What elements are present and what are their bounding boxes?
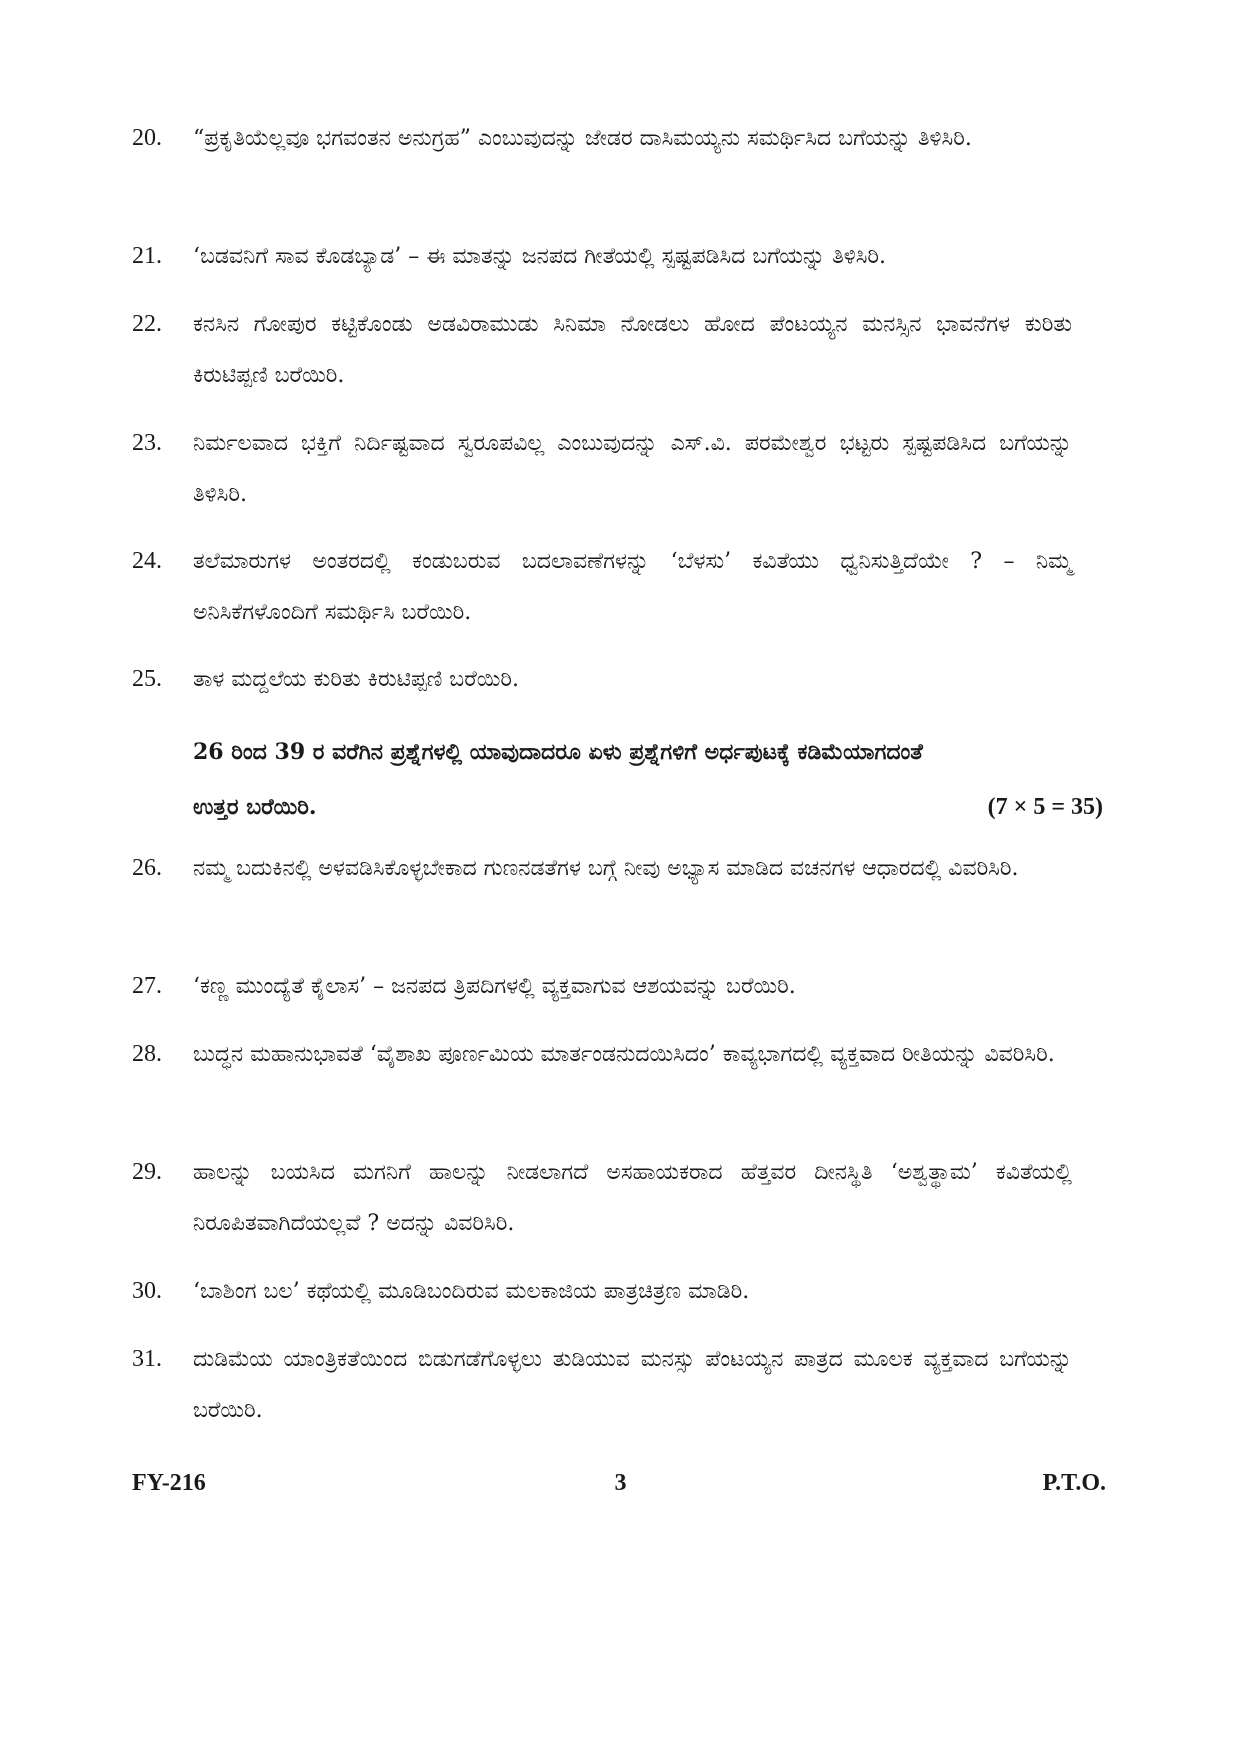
question-number: 22. bbox=[132, 311, 162, 337]
question-23 bbox=[132, 418, 1072, 520]
marks-allocation: (7 × 5 = 35) bbox=[987, 794, 1103, 820]
question-27 bbox=[132, 961, 1072, 1012]
question-number: 20. bbox=[132, 125, 162, 151]
question-24 bbox=[132, 536, 1072, 638]
question-text: “ಪ್ರಕೃತಿಯೆಲ್ಲವೂ ಭಗವಂತನ ಅನುಗ್ರಹ” ಎಂಬುವುದನ್ನು ಜೇಡರ ದಾಸಿಮಯ್ಯನು ಸಮರ್ಥಿಸಿದ ಬಗೆಯನ್ನು ತಿಳಿಸಿರಿ. bbox=[193, 126, 972, 151]
question-29 bbox=[132, 1147, 1072, 1249]
question-text: ಬುದ್ಧನ ಮಹಾನುಭಾವತೆ ‘ವೈಶಾಖ ಪೂರ್ಣಮಿಯ ಮಾರ್ತಂಡನುದಯಿಸಿದಂ’ ಕಾವ್ಯಭಾಗದಲ್ಲಿ ವ್ಯಕ್ತವಾದ ರೀತಿಯನ್ನು ವಿವರಿಸಿರಿ. bbox=[193, 1042, 1055, 1067]
question-number: 31. bbox=[132, 1346, 162, 1372]
question-25 bbox=[132, 654, 1072, 705]
question-number: 25. bbox=[132, 666, 162, 692]
paper-code: FY-216 bbox=[132, 1470, 206, 1496]
question-31 bbox=[132, 1334, 1072, 1436]
instruction-text: 26 ರಿಂದ 39 ರ ವರೆಗಿನ ಪ್ರಶ್ನೆಗಳಲ್ಲಿ ಯಾವುದಾದರೂ ಏಳು ಪ್ರಶ್ನೆಗಳಿಗೆ ಅರ್ಧಪುಟಕ್ಕೆ ಕಡಿಮೆಯಾಗದಂತೆ ಉತ್ತರ ಬರೆಯಿರಿ. bbox=[193, 739, 923, 820]
question-text: ತಲೆಮಾರುಗಳ ಅಂತರದಲ್ಲಿ ಕಂಡುಬರುವ ಬದಲಾವಣೆಗಳನ್ನು ‘ಬೆಳಸು’ ಕವಿತೆಯು ಧ್ವನಿಸುತ್ತಿದೆಯೇ ? – ನಿಮ್ಮ ಅನಿಸಿಕೆಗಳೊಂದಿಗೆ ಸಮರ್ಥಿಸಿ ಬರೆಯಿರಿ. bbox=[193, 549, 1072, 625]
question-text: ನಮ್ಮ ಬದುಕಿನಲ್ಲಿ ಅಳವಡಿಸಿಕೊಳ್ಳಬೇಕಾದ ಗುಣನಡತೆಗಳ ಬಗ್ಗೆ ನೀವು ಅಭ್ಯಾಸ ಮಾಡಿದ ವಚನಗಳ ಆಧಾರದಲ್ಲಿ ವಿವರಿಸಿರಿ. bbox=[193, 856, 1019, 881]
question-text: ದುಡಿಮೆಯ ಯಾಂತ್ರಿಕತೆಯಿಂದ ಬಿಡುಗಡೆಗೊಳ್ಳಲು ತುಡಿಯುವ ಮನಸ್ಸು ಪೆಂಟಯ್ಯನ ಪಾತ್ರದ ಮೂಲಕ ವ್ಯಕ್ತವಾದ ಬಗೆಯನ್ನು ಬರೆಯಿರಿ. bbox=[193, 1347, 1072, 1423]
question-22 bbox=[132, 299, 1072, 401]
page-number: 3 bbox=[614, 1470, 627, 1496]
question-number: 28. bbox=[132, 1041, 162, 1067]
question-text: ‘ಬಾಶಿಂಗ ಬಲ’ ಕಥೆಯಲ್ಲಿ ಮೂಡಿಬಂದಿರುವ ಮಲಕಾಜಿಯ ಪಾತ್ರಚಿತ್ರಣ ಮಾಡಿರಿ. bbox=[193, 1279, 750, 1304]
question-number: 24. bbox=[132, 548, 162, 574]
section-instruction bbox=[193, 725, 1103, 835]
question-26 bbox=[132, 843, 1072, 894]
question-20 bbox=[132, 113, 1072, 164]
pto-label: P.T.O. bbox=[1042, 1470, 1106, 1496]
question-text: ‘ಕಣ್ಣ ಮುಂದ್ಯೆತೆ ಕೈಲಾಸ’ – ಜನಪದ ತ್ರಿಪದಿಗಳಲ್ಲಿ ವ್ಯಕ್ತವಾಗುವ ಆಶಯವನ್ನು ಬರೆಯಿರಿ. bbox=[193, 974, 796, 999]
question-28 bbox=[132, 1029, 1072, 1080]
question-text: ನಿರ್ಮಲವಾದ ಭಕ್ತಿಗೆ ನಿರ್ದಿಷ್ಟವಾದ ಸ್ವರೂಪವಿಲ್ಲ ಎಂಬುವುದನ್ನು ಎಸ್.ವಿ. ಪರಮೇಶ್ವರ ಭಟ್ಟರು ಸ್ಪಷ್ಟಪಡಿಸಿದ ಬಗೆಯನ್ನು ತಿಳಿಸಿರಿ. bbox=[193, 431, 1072, 507]
question-text: ಹಾಲನ್ನು ಬಯಸಿದ ಮಗನಿಗೆ ಹಾಲನ್ನು ನೀಡಲಾಗದೆ ಅಸಹಾಯಕರಾದ ಹೆತ್ತವರ ದೀನಸ್ಥಿತಿ ‘ಅಶ್ವತ್ಥಾಮ’ ಕವಿತೆಯಲ್ಲಿ ನಿರೂಪಿತವಾಗಿದೆಯಲ್ಲವೆ ? ಅದನ್ನು ವಿವರಿಸಿರಿ. bbox=[193, 1160, 1072, 1236]
question-text: ತಾಳ ಮದ್ದಲೆಯ ಕುರಿತು ಕಿರುಟಿಪ್ಪಣಿ ಬರೆಯಿರಿ. bbox=[193, 667, 519, 692]
question-number: 23. bbox=[132, 430, 162, 456]
question-number: 26. bbox=[132, 855, 162, 881]
question-21 bbox=[132, 231, 1072, 282]
question-number: 21. bbox=[132, 243, 162, 269]
question-30 bbox=[132, 1266, 1072, 1317]
question-number: 30. bbox=[132, 1278, 162, 1304]
question-number: 29. bbox=[132, 1159, 162, 1185]
question-text: ಕನಸಿನ ಗೋಪುರ ಕಟ್ಟಿಕೊಂಡು ಅಡವಿರಾಮುಡು ಸಿನಿಮಾ ನೋಡಲು ಹೋದ ಪೆಂಟಯ್ಯನ ಮನಸ್ಸಿನ ಭಾವನೆಗಳ ಕುರಿತು ಕಿರುಟಿಪ್ಪಣಿ ಬರೆಯಿರಿ. bbox=[193, 312, 1072, 388]
question-number: 27. bbox=[132, 973, 162, 999]
question-text: ‘ಬಡವನಿಗೆ ಸಾವ ಕೊಡಬ್ಯಾಡ’ – ಈ ಮಾತನ್ನು ಜನಪದ ಗೀತೆಯಲ್ಲಿ ಸ್ಪಷ್ಟಪಡಿಸಿದ ಬಗೆಯನ್ನು ತಿಳಿಸಿರಿ. bbox=[193, 244, 887, 269]
